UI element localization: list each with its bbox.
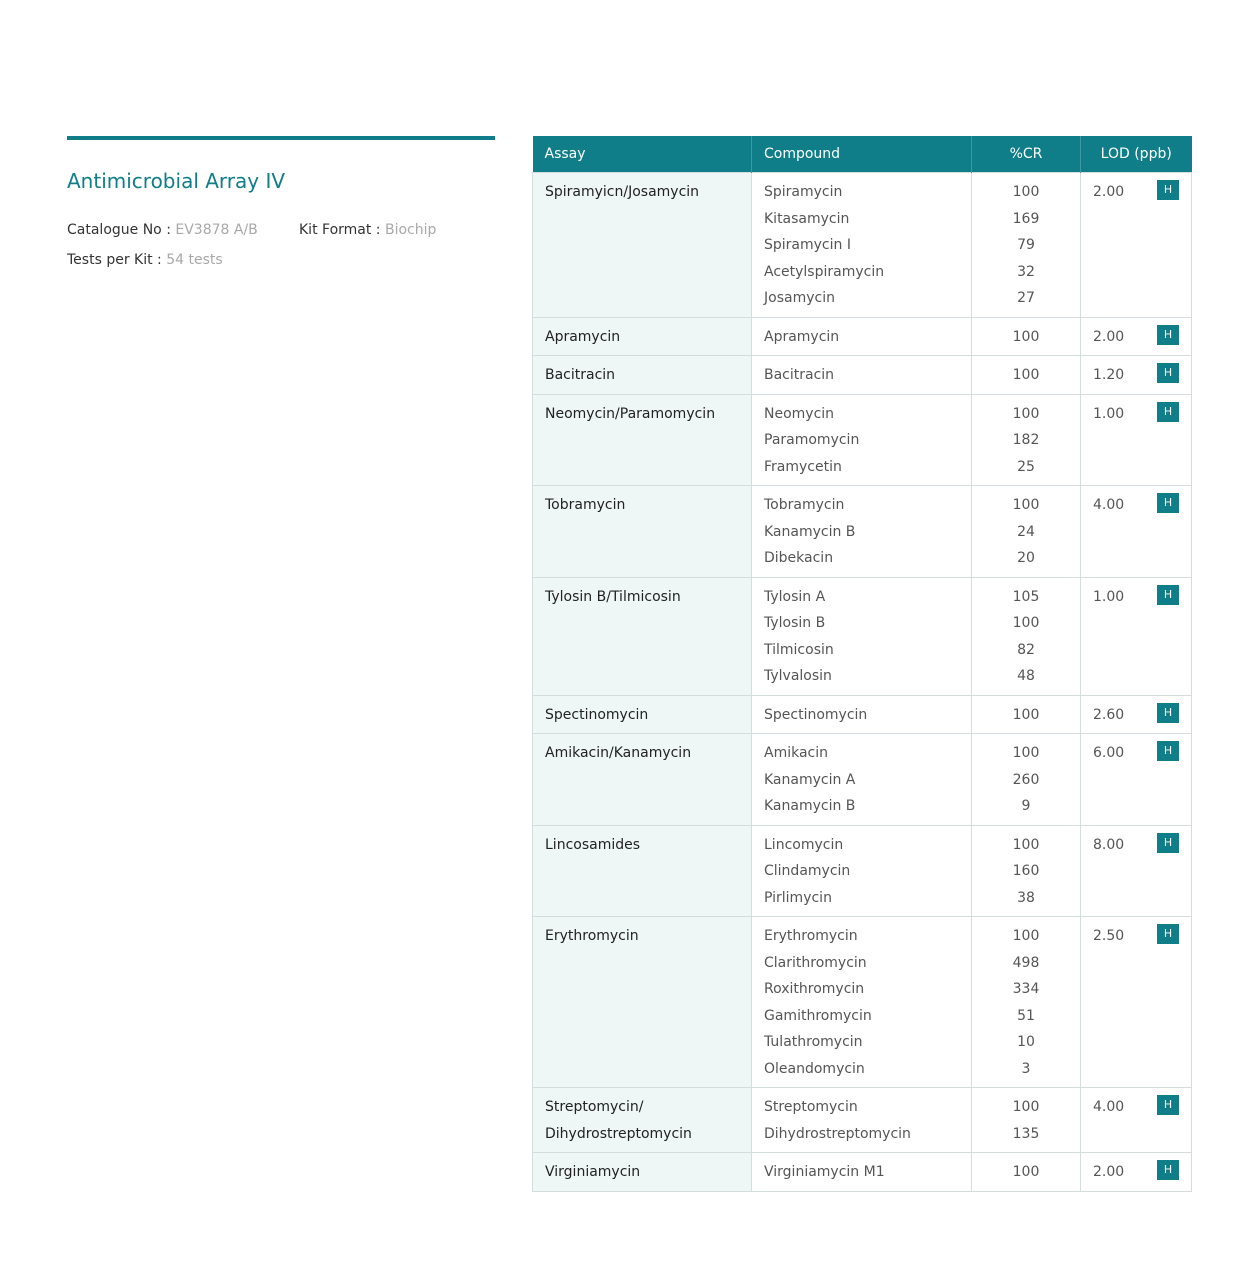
compound-cell	[752, 734, 972, 826]
compound-name: Roxithromycin	[764, 981, 865, 997]
compound-name: Lincomycin	[764, 836, 844, 853]
cr-value: 100	[1012, 1099, 1040, 1115]
cr-cell	[972, 917, 1081, 1088]
cr-value: 100	[1012, 405, 1040, 422]
lod-value: 8.00	[1093, 836, 1125, 853]
compound-cell	[752, 486, 972, 578]
assay-cell	[533, 577, 752, 695]
cr-value: 82	[1017, 641, 1035, 658]
header-rule	[67, 136, 495, 140]
lod-cell	[1081, 1153, 1192, 1192]
table-row	[533, 917, 1192, 1088]
assay-name: Dihydrostreptomycin	[545, 1125, 692, 1142]
table-row	[533, 394, 1192, 486]
lod-value: 4.00	[1093, 497, 1125, 513]
table-row	[533, 173, 1192, 318]
compound-name: Kitasamycin	[764, 210, 850, 227]
cr-cell	[972, 486, 1081, 578]
compound-name: Dihydrostreptomycin	[764, 1125, 911, 1142]
cr-value: 10	[1017, 1034, 1035, 1050]
compound-name: Tilmicosin	[764, 641, 834, 658]
cr-value: 182	[1012, 432, 1040, 448]
lod-cell	[1081, 577, 1192, 695]
lod-value: 2.00	[1093, 328, 1125, 345]
cr-value: 51	[1017, 1007, 1035, 1024]
compound-cell	[752, 394, 972, 486]
assay-cell	[533, 825, 752, 917]
compound-name: Tylvalosin	[764, 668, 832, 684]
lod-cell	[1081, 1088, 1192, 1153]
assay-cell	[533, 173, 752, 318]
compound-name: Kanamycin B	[764, 798, 856, 814]
table-row	[533, 1153, 1192, 1192]
compound-name: Tylosin A	[764, 588, 826, 605]
lod-cell	[1081, 317, 1192, 356]
assay-name: Tobramycin	[545, 497, 626, 513]
compound-cell	[752, 825, 972, 917]
meta-row-catalogue	[67, 220, 495, 240]
compound-name: Spiramycin I	[764, 237, 851, 253]
h-badge[interactable]: H	[1157, 833, 1179, 853]
lod-cell	[1081, 825, 1192, 917]
assay-name: Neomycin/Paramomycin	[545, 405, 716, 422]
cr-value: 27	[1017, 290, 1035, 306]
cr-value: 334	[1012, 981, 1040, 997]
header-row	[533, 136, 1192, 173]
compound-name: Clindamycin	[764, 863, 851, 879]
lod-value: 1.20	[1093, 367, 1125, 383]
assay-name: Virginiamycin	[545, 1164, 641, 1180]
assay-name: Lincosamides	[545, 836, 641, 853]
h-badge[interactable]: H	[1157, 1160, 1179, 1180]
compound-name: Virginiamycin M1	[764, 1164, 885, 1180]
cr-cell	[972, 173, 1081, 318]
cr-value: 100	[1012, 184, 1040, 200]
table-row	[533, 695, 1192, 734]
compound-name: Clarithromycin	[764, 954, 867, 971]
compound-cell	[752, 1153, 972, 1192]
product-title: Antimicrobial Array IV	[67, 169, 286, 193]
product-info-panel	[67, 136, 495, 270]
cr-value: 169	[1012, 210, 1040, 227]
table-row	[533, 734, 1192, 826]
cr-value: 38	[1017, 889, 1035, 906]
lod-cell	[1081, 917, 1192, 1088]
lod-value: 2.60	[1093, 706, 1125, 723]
assay-name: Erythromycin	[545, 928, 639, 944]
compound-cell	[752, 356, 972, 395]
table-row	[533, 577, 1192, 695]
table-row	[533, 486, 1192, 578]
lod-cell	[1081, 486, 1192, 578]
cr-value: 100	[1012, 367, 1040, 383]
lod-value: 4.00	[1093, 1099, 1125, 1115]
h-badge[interactable]: H	[1157, 325, 1179, 345]
cr-value: 260	[1012, 771, 1040, 788]
compound-name: Amikacin	[764, 745, 829, 761]
lod-value: 6.00	[1093, 745, 1125, 761]
compound-name: Tulathromycin	[764, 1034, 863, 1050]
assay-name: Spectinomycin	[545, 706, 649, 723]
header-assay: Assay	[533, 136, 752, 173]
tests-label: Tests per Kit :	[67, 252, 162, 268]
kit-format-value: Biochip	[384, 222, 437, 238]
h-badge[interactable]: H	[1157, 924, 1179, 944]
cr-cell	[972, 1153, 1081, 1192]
cr-value: 100	[1012, 328, 1040, 345]
cr-value: 9	[1021, 798, 1031, 814]
cr-value: 100	[1012, 615, 1040, 631]
compound-cell	[752, 317, 972, 356]
lod-value: 1.00	[1093, 405, 1125, 422]
cr-cell	[972, 825, 1081, 917]
assay-name: Spiramyicn/Josamycin	[545, 184, 700, 200]
compound-name: Acetylspiramycin	[764, 263, 885, 280]
cr-cell	[972, 317, 1081, 356]
header-cr: %CR	[972, 136, 1081, 173]
header-lod: LOD (ppb)	[1081, 136, 1192, 173]
compound-name: Paramomycin	[764, 432, 860, 448]
kit-format	[299, 220, 436, 240]
assay-cell	[533, 1088, 752, 1153]
assay-name: Amikacin/Kanamycin	[545, 745, 692, 761]
header-compound: Compound	[752, 136, 972, 173]
lod-cell	[1081, 734, 1192, 826]
compound-name: Kanamycin B	[764, 523, 856, 540]
compound-cell	[752, 695, 972, 734]
h-badge[interactable]: H	[1157, 1095, 1179, 1115]
table-row	[533, 317, 1192, 356]
tests-value: 54 tests	[166, 252, 223, 268]
assay-cell	[533, 486, 752, 578]
h-badge[interactable]: H	[1157, 741, 1179, 761]
compound-cell	[752, 577, 972, 695]
assay-cell	[533, 356, 752, 395]
cr-value: 100	[1012, 1164, 1040, 1180]
compound-name: Tylosin B	[764, 615, 826, 631]
compound-cell	[752, 917, 972, 1088]
compound-name: Erythromycin	[764, 928, 858, 944]
compound-name: Bacitracin	[764, 367, 835, 383]
compound-name: Oleandomycin	[764, 1060, 865, 1077]
compound-name: Neomycin	[764, 405, 835, 422]
table-body	[533, 173, 1192, 1192]
compound-cell	[752, 1088, 972, 1153]
cr-value: 24	[1017, 523, 1035, 540]
cr-value: 100	[1012, 706, 1040, 723]
lod-value: 2.00	[1093, 1164, 1125, 1180]
compound-name: Spectinomycin	[764, 706, 868, 723]
compound-name: Dibekacin	[764, 550, 834, 566]
cr-value: 105	[1012, 588, 1040, 605]
compound-name: Kanamycin A	[764, 771, 856, 788]
lod-value: 2.50	[1093, 928, 1125, 944]
compound-cell	[752, 173, 972, 318]
assay-cell	[533, 317, 752, 356]
assay-cell	[533, 734, 752, 826]
assay-cell	[533, 917, 752, 1088]
compound-name: Framycetin	[764, 458, 842, 475]
h-badge[interactable]: H	[1157, 493, 1179, 513]
lod-cell	[1081, 173, 1192, 318]
h-badge[interactable]: H	[1157, 180, 1179, 200]
table-row	[533, 356, 1192, 395]
cr-value: 498	[1012, 954, 1040, 971]
compound-name: Streptomycin	[764, 1099, 858, 1115]
cr-value: 100	[1012, 497, 1040, 513]
h-badge[interactable]: H	[1157, 585, 1179, 605]
catalogue-number	[67, 220, 258, 240]
table-row	[533, 825, 1192, 917]
lod-cell	[1081, 394, 1192, 486]
cr-cell	[972, 394, 1081, 486]
compound-name: Josamycin	[764, 290, 835, 306]
assay-name: Streptomycin/	[545, 1099, 644, 1115]
compound-name: Tobramycin	[764, 497, 845, 513]
assay-table-wrapper	[532, 136, 1191, 1192]
cr-value: 100	[1012, 928, 1040, 944]
compound-name: Apramycin	[764, 328, 840, 345]
assay-name: Apramycin	[545, 328, 621, 345]
cr-value: 32	[1017, 263, 1035, 280]
cr-cell	[972, 356, 1081, 395]
lod-value: 1.00	[1093, 588, 1125, 605]
compound-name: Gamithromycin	[764, 1007, 872, 1024]
kit-format-label: Kit Format :	[299, 222, 381, 238]
catalogue-label: Catalogue No :	[67, 222, 171, 238]
meta-row-tests	[67, 250, 495, 270]
table-header	[533, 136, 1192, 173]
catalogue-value: EV3878 A/B	[175, 222, 258, 238]
lod-cell	[1081, 356, 1192, 395]
cr-value: 135	[1012, 1125, 1040, 1142]
h-badge[interactable]: H	[1157, 703, 1179, 723]
assay-cell	[533, 1153, 752, 1192]
tests-per-kit	[67, 250, 223, 270]
h-badge[interactable]: H	[1157, 402, 1179, 422]
cr-cell	[972, 1088, 1081, 1153]
cr-value: 48	[1017, 668, 1035, 684]
assay-table	[532, 136, 1192, 1192]
cr-value: 20	[1017, 550, 1035, 566]
cr-value: 79	[1017, 237, 1035, 253]
cr-value: 25	[1017, 458, 1035, 475]
assay-name: Bacitracin	[545, 367, 616, 383]
cr-cell	[972, 734, 1081, 826]
cr-value: 3	[1021, 1060, 1031, 1077]
assay-name: Tylosin B/Tilmicosin	[545, 588, 681, 605]
assay-cell	[533, 695, 752, 734]
cr-cell	[972, 695, 1081, 734]
assay-cell	[533, 394, 752, 486]
cr-value: 160	[1012, 863, 1040, 879]
table-row	[533, 1088, 1192, 1153]
h-badge[interactable]: H	[1157, 363, 1179, 383]
cr-value: 100	[1012, 745, 1040, 761]
cr-cell	[972, 577, 1081, 695]
cr-value: 100	[1012, 836, 1040, 853]
compound-name: Spiramycin	[764, 184, 843, 200]
lod-value: 2.00	[1093, 184, 1125, 200]
compound-name: Pirlimycin	[764, 889, 832, 906]
lod-cell	[1081, 695, 1192, 734]
